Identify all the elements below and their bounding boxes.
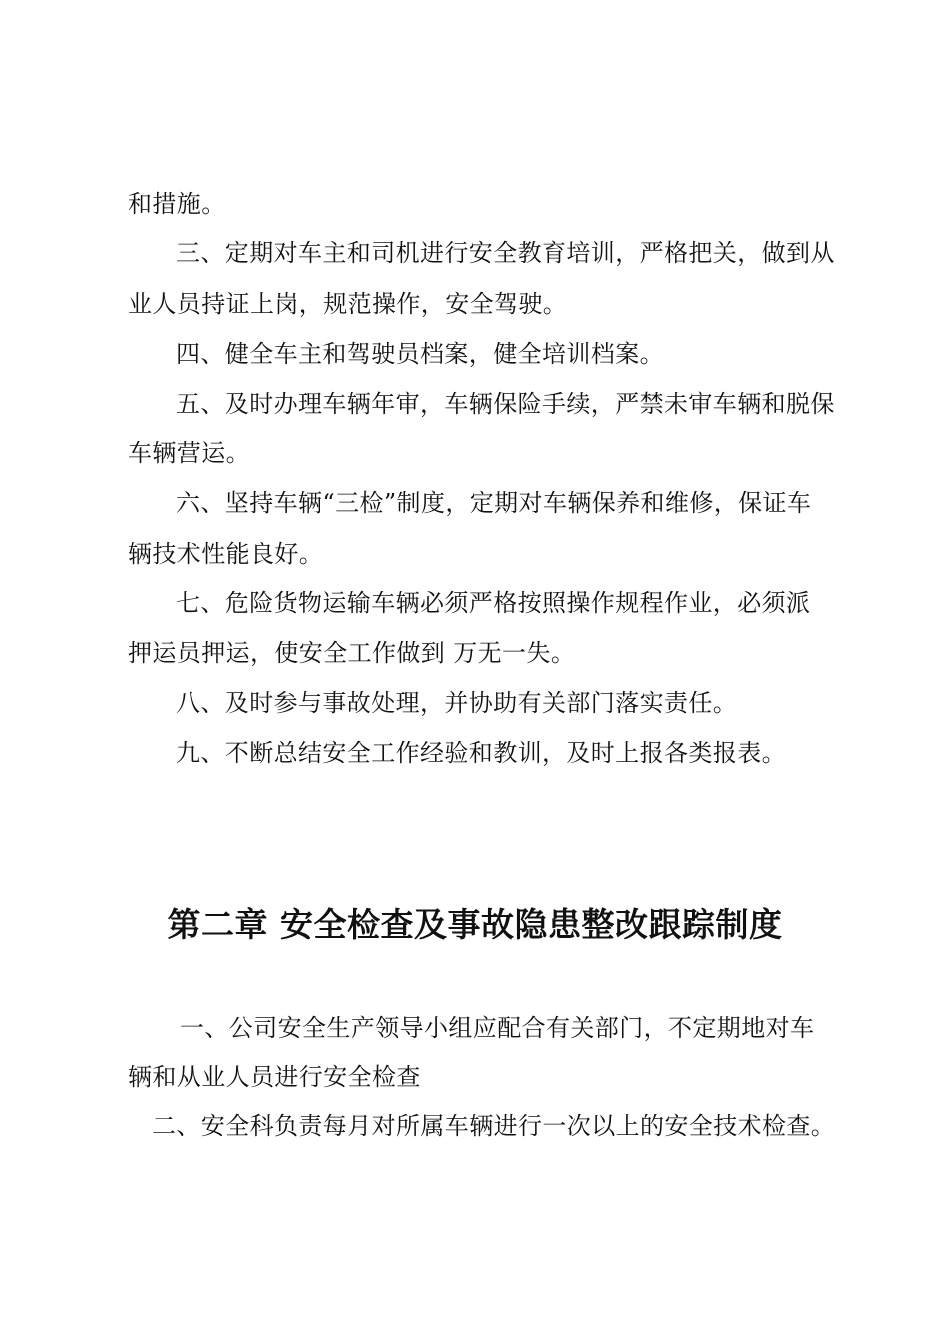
paragraph-1-line-1: 和措施。 <box>128 190 226 218</box>
paragraph-7-line-1: 八、及时参与事故处理，并协助有关部门落实责任。 <box>176 689 738 717</box>
paragraph-2-line-2: 业人员持证上岗，规范操作，安全驾驶。 <box>128 290 568 318</box>
paragraph-6-line-1: 七、危险货物运输车辆必须严格按照操作规程作业，必须派 <box>176 589 811 617</box>
paragraph-4-line-1: 五、及时办理车辆年审，车辆保险手续，严禁未审车辆和脱保 <box>176 390 835 418</box>
paragraph-5-line-2: 辆技术性能良好。 <box>128 540 324 568</box>
paragraph-3-line-1: 四、健全车主和驾驶员档案，健全培训档案。 <box>176 340 664 368</box>
paragraph-4-line-2: 车辆营运。 <box>128 439 250 467</box>
paragraph-5-line-1: 六、坚持车辆“三检”制度，定期对车辆保养和维修，保证车 <box>176 489 812 517</box>
paragraph-10-line-1: 二、安全科负责每月对所属车辆进行一次以上的安全技术检查。 <box>152 1112 836 1140</box>
paragraph-9-line-2: 辆和从业人员进行安全检查 <box>128 1063 421 1091</box>
paragraph-9-line-1: 一、公司安全生产领导小组应配合有关部门，不定期地对车 <box>180 1014 815 1042</box>
paragraph-2-line-1: 三、定期对车主和司机进行安全教育培训，严格把关，做到从 <box>176 239 835 267</box>
paragraph-8-line-1: 九、不断总结安全工作经验和教训，及时上报各类报表。 <box>176 739 786 767</box>
chapter-title: 第二章 安全检查及事故隐患整改跟踪制度 <box>167 905 783 944</box>
paragraph-6-line-2: 押运员押运，使安全工作做到 万无一失。 <box>128 639 576 667</box>
